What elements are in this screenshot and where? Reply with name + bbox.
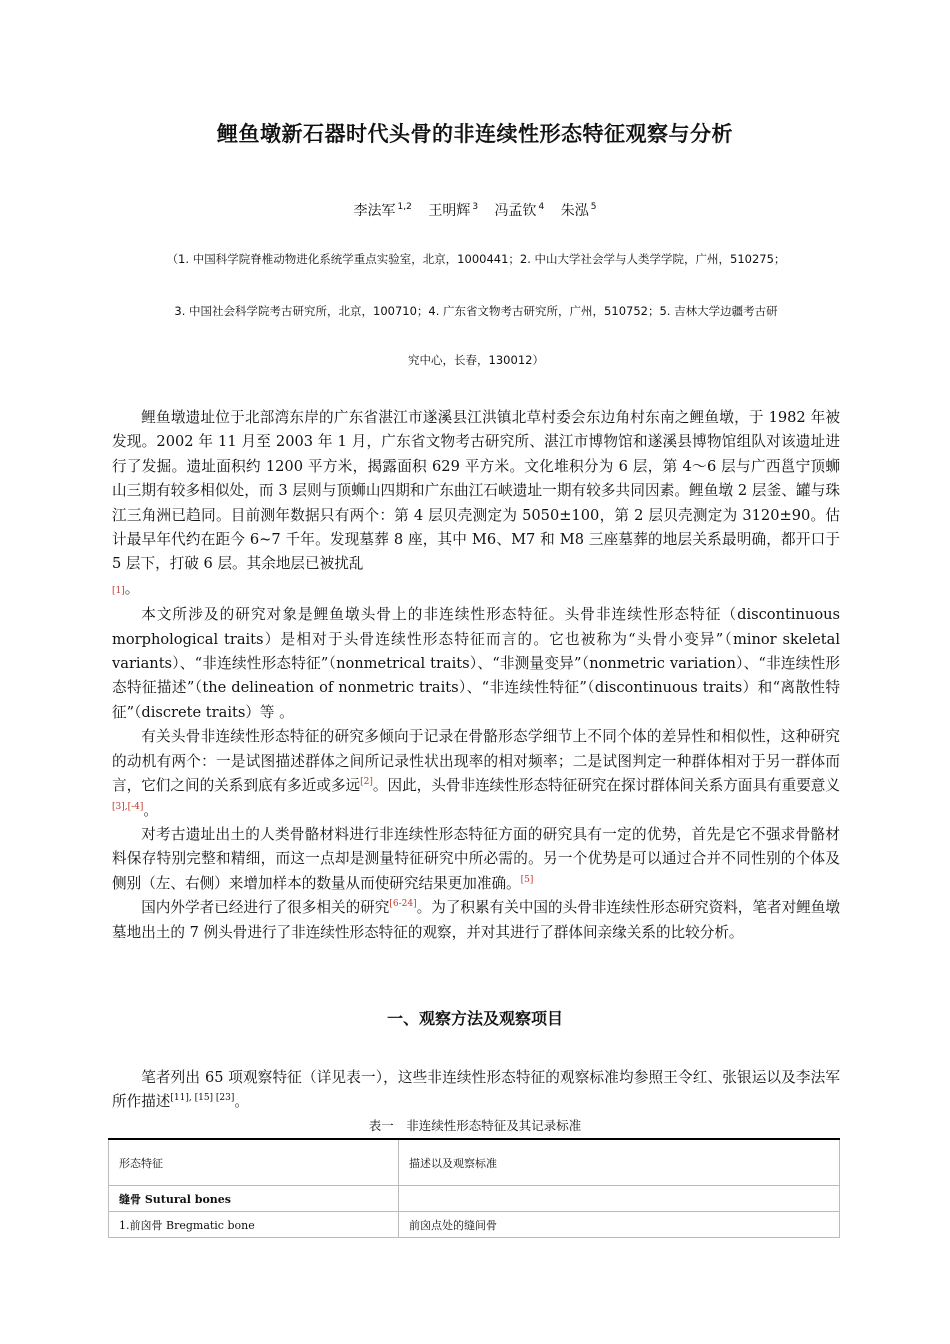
affiliation-line: （1. 中国科学院脊椎动物进化系统学重点实验室，北京，1000441；2. 中山大学社会学与人类学学院，广州，510275； — [166, 252, 786, 266]
table-cell — [399, 1186, 840, 1212]
citation[interactable]: [5] — [520, 874, 534, 885]
author: 冯孟钦 $^4$ — [494, 202, 545, 219]
column-header: 形态特征 — [109, 1139, 399, 1186]
paper-title: 鲤鱼墩新石器时代头骨的非连续性形态特征观察与分析 — [217, 122, 733, 146]
citation[interactable]: [1] — [112, 585, 125, 596]
paragraph: 国内外学者已经进行了很多相关的研究[6-24]。为了积累有关中国的头骨非连续性形态研究资料，笔者对鲤鱼墩墓地出土的 7 例头骨进行了非连续性形态特征的观察，并对其进行了群体间亲缘关系的比较分析。 — [112, 899, 840, 941]
affiliation-line: 究中心，长春，130012） — [408, 353, 544, 367]
paragraph: 有关头骨非连续性形态特征的研究多倾向于记录在骨骼形态学细节上不同个体的差异性和相似性，这种研究的动机有两个：一是试图描述群体之间所记录性状出现率的相对频率；二是试图判定一种群体相对于另一群体而言，它们之间的关系到底有多近或多远[2]。因此，头骨非连续性形态特征研究在探讨群体间关系方面具有重要意义[3],[-4]。 — [112, 728, 840, 819]
section-heading: 一、观察方法及观察项目 — [386, 1009, 563, 1028]
paragraph: 鲤鱼墩遗址位于北部湾东岸的广东省湛江市遂溪县江洪镇北草村委会东边角村东南之鲤鱼墩，于 1982 年被发现。2002 年 11 月至 2003 年 1 月，广东省文物考古研究所、湛江市博物馆和遂溪县博物馆组队对该遗址进行了发掘。遗址面积约 1200 平方米，揭露面积 629 平方米。文化堆积分为 6 层，第 4～6 层与广西邕宁顶蛳山三期有较多相似处，而 3 层则与顶蛳山四期和广东曲江石峡遗址一期有较多共同因素。鲤鱼墩 2 层釜、罐与珠江三角洲已趋同。目前测年数据只有两个：第 4 层贝壳测定为 5050±100，第 2 层贝壳测定为 3120±90。估计最早年代约在距今 6~7 千年。发现墓葬 8 座，其中 M6、M7 和 M8 三座墓葬的地层关系最明确，都开口于 5 层下，打破 6 层。其余地层已被扰乱 [1]。 — [112, 409, 840, 597]
table-cell: 前囟点处的缝间骨 — [399, 1212, 840, 1238]
citation[interactable]: [11], [15] [23] — [170, 1093, 235, 1104]
author-list — [0, 200, 950, 220]
table-row — [109, 1186, 840, 1212]
table-cell: 1.前囟骨 Bregmatic bone — [109, 1212, 399, 1238]
paragraph: 本文所涉及的研究对象是鲤鱼墩头骨上的非连续性形态特征。头骨非连续性形态特征（discontinuous morphological traits）是相对于头骨连续性形态特征而言的。它也被称为“头骨小变异”（minor skeletal variants）、“非连续性形态特征”（nonmetrical traits）、“非测量变异”（nonmetric variation）、“非连续性形态特征描述”（the delineation of nonmetric traits）、“非连续性特征”（discontinuous traits）和“离散性特征”（discrete traits）等 。 — [112, 606, 840, 721]
author: 李法军 $^{1,2}$ — [353, 202, 412, 219]
citation[interactable]: [2] — [360, 777, 373, 788]
paragraph: 对考古遗址出土的人类骨骼材料进行非连续性形态特征方面的研究具有一定的优势，首先是它不强求骨骼材料保存特别完整和精细，而这一点却是测量特征研究中所必需的。另一个优势是可以通过合并不同性别的个体及侧别（左、右侧）来增加样本的数量从而使研究结果更加准确。[5] — [112, 825, 840, 892]
author: 王明辉 $^3$ — [428, 202, 479, 219]
trait-table — [108, 1138, 840, 1238]
intro-body — [112, 406, 840, 945]
citation[interactable]: [6-24] — [389, 899, 417, 910]
citation[interactable]: [3],[-4] — [112, 801, 144, 812]
column-header: 描述以及观察标准 — [399, 1139, 840, 1186]
paragraph: 笔者列出 65 项观察特征（详见表一），这些非连续性形态特征的观察标准均参照王令红、张银运以及李法军所作描述[11], [15] [23]。 — [112, 1069, 840, 1111]
section-body — [112, 1066, 840, 1115]
author: 朱泓 $^5$ — [560, 202, 597, 219]
table-row — [109, 1212, 840, 1238]
table-cell: 缝骨 Sutural bones — [109, 1186, 399, 1212]
table-header-row — [109, 1139, 840, 1186]
affiliation-line: 3. 中国社会科学院考古研究所，北京，100710；4. 广东省文物考古研究所，广州，510752；5. 吉林大学边疆考古研 — [174, 304, 778, 318]
table-caption: 表一 非连续性形态特征及其记录标准 — [368, 1118, 582, 1133]
